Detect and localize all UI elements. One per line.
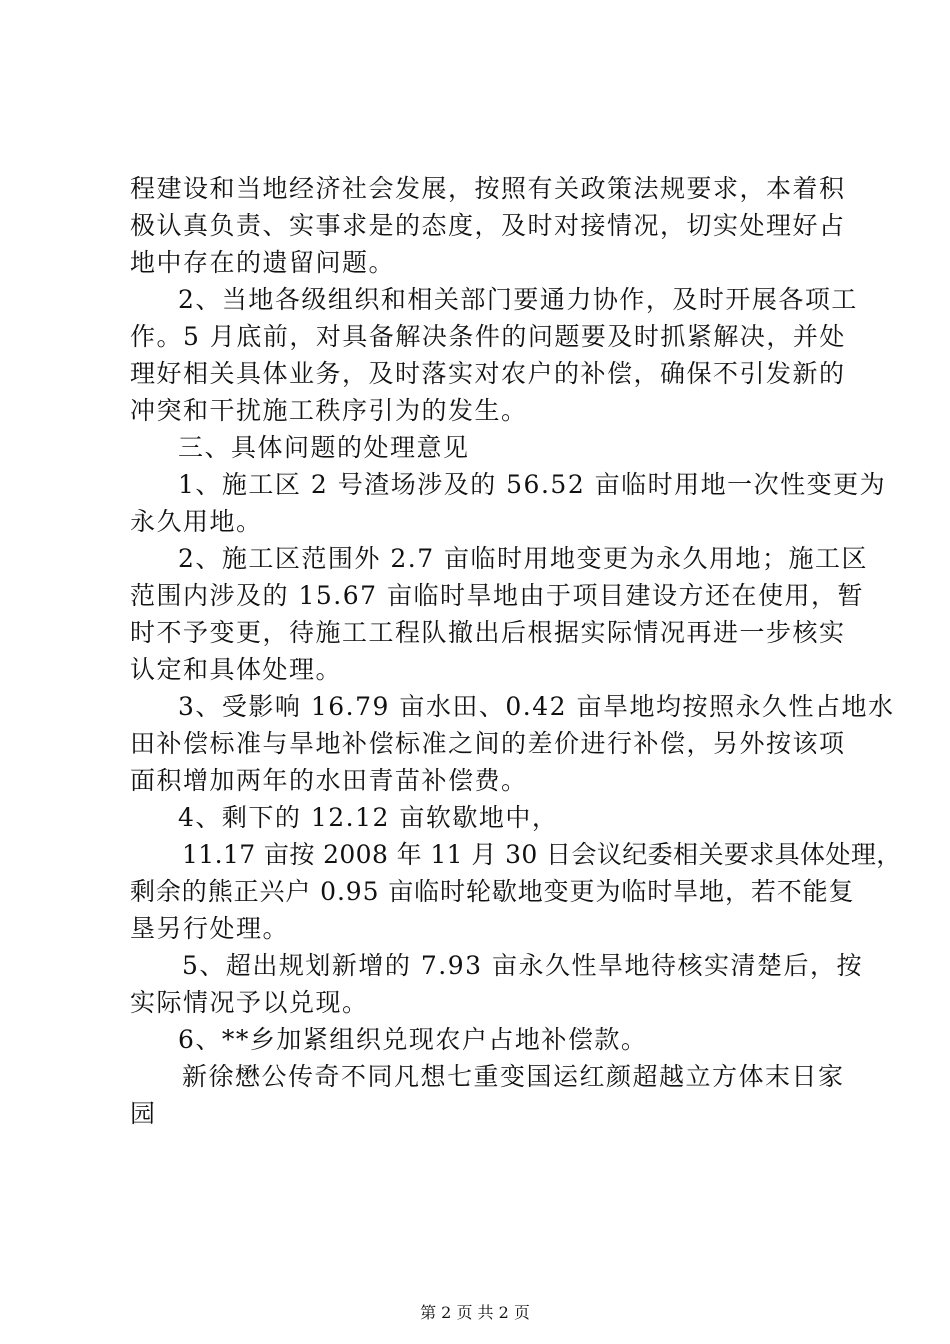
- text-line: 垦另行处理。: [130, 914, 290, 943]
- text-line: 地中存在的遗留问题。: [130, 248, 396, 277]
- text-line: 面积增加两年的水田青苗补偿费。: [130, 766, 528, 795]
- section-heading: 三、具体问题的处理意见: [178, 433, 470, 462]
- text-line: 程建设和当地经济社会发展，按照有关政策法规要求，本着积: [130, 174, 846, 203]
- text-line: 园: [130, 1099, 157, 1128]
- text-line: 田补偿标准与旱地补偿标准之间的差价进行补偿，另外按该项: [130, 729, 846, 758]
- text-line: 3、受影响 16.79 亩水田、0.42 亩旱地均按照永久性占地水: [178, 692, 895, 721]
- text-line: 2、当地各级组织和相关部门要通力协作，及时开展各项工: [178, 285, 858, 314]
- text-line: 4、剩下的 12.12 亩软歇地中，: [178, 803, 559, 832]
- text-line: 永久用地。: [130, 507, 263, 536]
- text-line: 冲突和干扰施工秩序引为的发生。: [130, 396, 528, 425]
- text-line: 6、**乡加紧组织兑现农户占地补偿款。: [178, 1025, 648, 1054]
- text-line: 理好相关具体业务，及时落实对农户的补偿，确保不引发新的: [130, 359, 846, 388]
- text-line: 11.17 亩按 2008 年 11 月 30 日会议纪委相关要求具体处理，: [182, 840, 902, 869]
- text-line: 认定和具体处理。: [130, 655, 343, 684]
- text-line: 新徐懋公传奇不同凡想七重变国运红颜超越立方体末日家: [182, 1062, 845, 1091]
- text-line: 极认真负责、实事求是的态度，及时对接情况，切实处理好占: [130, 211, 846, 240]
- page-number-footer: 第 2 页 共 2 页: [420, 1303, 530, 1322]
- text-line: 1、施工区 2 号渣场涉及的 56.52 亩临时用地一次性变更为: [178, 470, 887, 499]
- text-line: 剩余的熊正兴户 0.95 亩临时轮歇地变更为临时旱地，若不能复: [130, 877, 855, 906]
- text-line: 实际情况予以兑现。: [130, 988, 369, 1017]
- text-line: 2、施工区范围外 2.7 亩临时用地变更为永久用地；施工区: [178, 544, 869, 573]
- text-line: 时不予变更，待施工工程队撤出后根据实际情况再进一步核实: [130, 618, 846, 647]
- text-line: 作。5 月底前，对具备解决条件的问题要及时抓紧解决，并处: [130, 322, 846, 351]
- text-line: 范围内涉及的 15.67 亩临时旱地由于项目建设方还在使用，暂: [130, 581, 864, 610]
- text-line: 5、超出规划新增的 7.93 亩永久性旱地待核实清楚后，按: [182, 951, 863, 980]
